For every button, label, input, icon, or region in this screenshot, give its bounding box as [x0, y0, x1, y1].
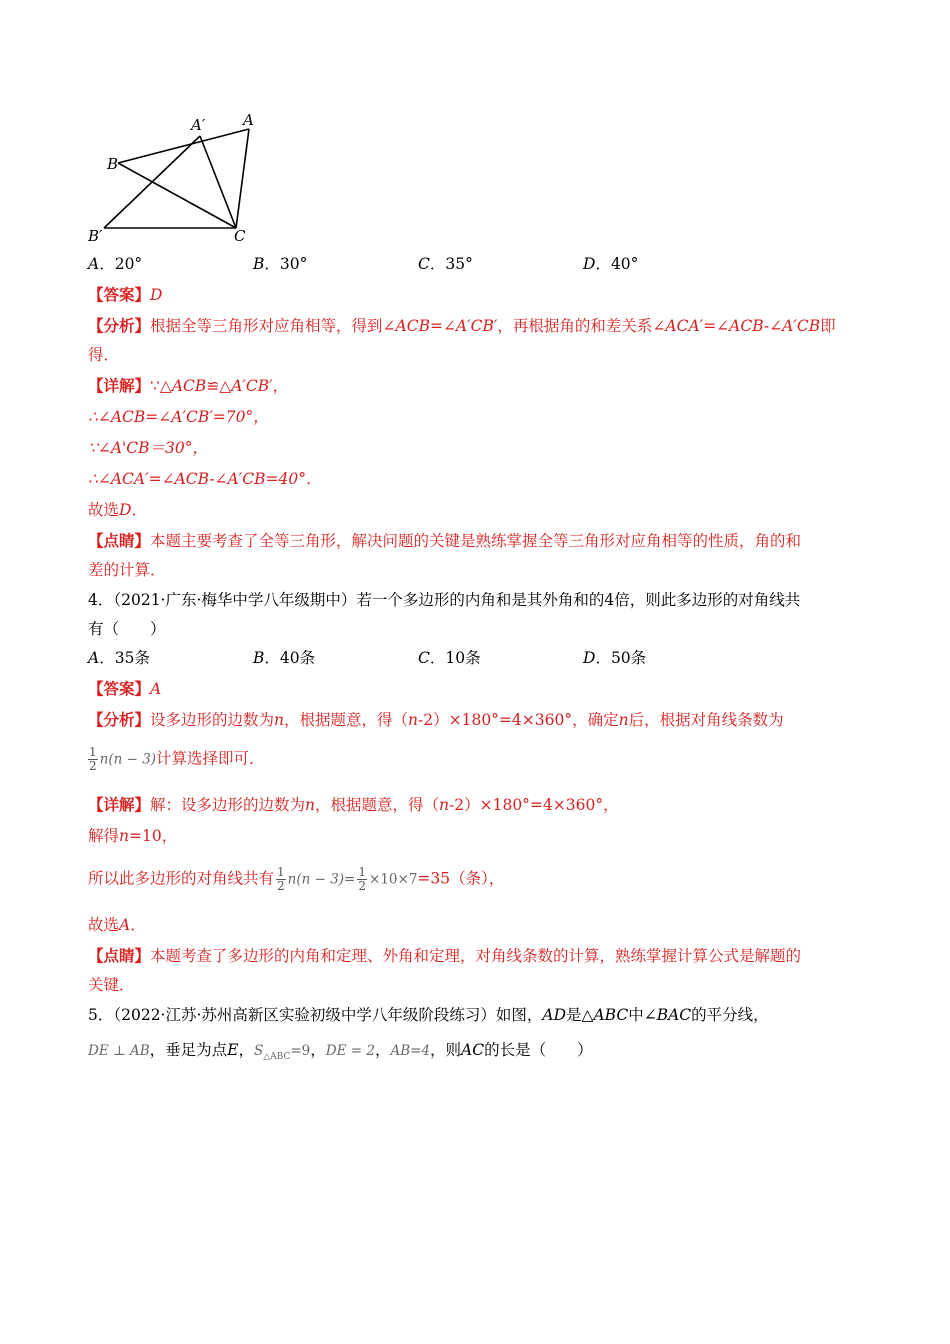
q4-detail-line3: 所以此多边形的对角线共有 $\frac{1}{2}$ n(n − 3)= $\frac{1}{2}$ ×10×7=35（条），	[88, 865, 505, 893]
label-C: C	[234, 227, 246, 245]
diagonal-formula: n(n − 3)	[99, 751, 157, 768]
segment-B-C	[118, 163, 236, 228]
q4-detail-line1: 【详解】解：设多边形的边数为n，根据题意，得（n-2）×180°=4×360°，	[88, 795, 619, 814]
fraction-one-half-b: $\frac{1}{2}$	[358, 865, 367, 893]
triangle-figure	[80, 108, 280, 248]
segment-A-C	[236, 129, 249, 228]
q3-analysis-line1: 【分析】根据全等三角形对应角相等，得到∠ACB=∠A′CB′，再根据角的和差关系∠ACA′=∠ACB-∠A′CB即	[88, 316, 836, 335]
q4-comment-line1: 【点睛】本题考查了多边形的内角和定理、外角和定理，对角线条数的计算，熟练掌握计算公式是解题的	[88, 946, 802, 965]
q4-conclusion: 故选A．	[88, 916, 146, 934]
q3-option-a: A．20°	[88, 255, 143, 273]
q3-option-b: B．30°	[253, 255, 308, 273]
fraction-one-half: $\frac{1}{2}$	[89, 745, 97, 773]
segment-Ap-C	[200, 136, 236, 228]
q4-option-d: D．50条	[583, 649, 647, 667]
q3-answer: 【答案】D	[88, 285, 163, 304]
q4-option-a: A．35条	[88, 649, 150, 667]
q4-analysis-line2: $\frac{1}{2}$ n(n − 3)计算选择即可．	[89, 745, 265, 773]
q3-option-d: D．40°	[583, 255, 639, 273]
q3-option-c: C．35°	[418, 255, 473, 273]
fraction-one-half-a: $\frac{1}{2}$	[277, 865, 285, 893]
q4-comment-line2: 关键．	[88, 976, 135, 994]
label-B-prime: B′	[88, 227, 103, 245]
q4-detail-line2: 解得n=10，	[88, 827, 178, 845]
segment-B-A	[118, 129, 249, 163]
q3-analysis-line2: 得．	[88, 346, 120, 364]
q4-answer: 【答案】A	[88, 679, 162, 698]
q4-stem-line2: 有（ ）	[88, 620, 166, 638]
q4-analysis-line1: 【分析】设多边形的边数为n，根据题意，得（n-2）×180°=4×360°，确定n后，根据对角线条数为	[88, 710, 784, 729]
q3-detail-line2: ∴∠ACB=∠A′CB′=70°，	[88, 408, 269, 426]
q5-stem-line2: DE ⊥ AB，垂足为点E，$S_{\triangle ABC}=9$，DE = 2，AB=4，则AC的长是（ ）	[88, 1041, 593, 1063]
q5-stem-line1: 5．（2022·江苏·苏州高新区实验初级中学八年级阶段练习）如图，AD是△ABC中∠BAC的平分线，	[88, 1006, 769, 1024]
q4-stem-line1: 4．（2021·广东·梅华中学八年级期中）若一个多边形的内角和是其外角和的4倍，则此多边形的对角线共	[88, 591, 801, 609]
segment-Bp-Ap	[104, 136, 200, 228]
q3-comment-line2: 差的计算．	[88, 561, 166, 579]
q3-conclusion: 故选D．	[88, 501, 147, 519]
q3-detail-line3: ∵∠A'CB＝30°，	[88, 439, 209, 457]
label-B: B	[107, 155, 119, 173]
label-A-prime: A′	[191, 116, 206, 134]
q3-detail-line1: 【详解】∵△ACB≌△A′CB′，	[88, 376, 289, 395]
q3-comment-line1: 【点睛】本题主要考查了全等三角形，解决问题的关键是熟练掌握全等三角形对应角相等的性质，角的和	[88, 531, 802, 550]
q4-option-c: C．10条	[418, 649, 481, 667]
label-A: A	[243, 111, 254, 129]
q4-option-b: B．40条	[253, 649, 316, 667]
q3-detail-line4: ∴∠ACA′=∠ACB-∠A′CB=40°．	[88, 470, 322, 488]
